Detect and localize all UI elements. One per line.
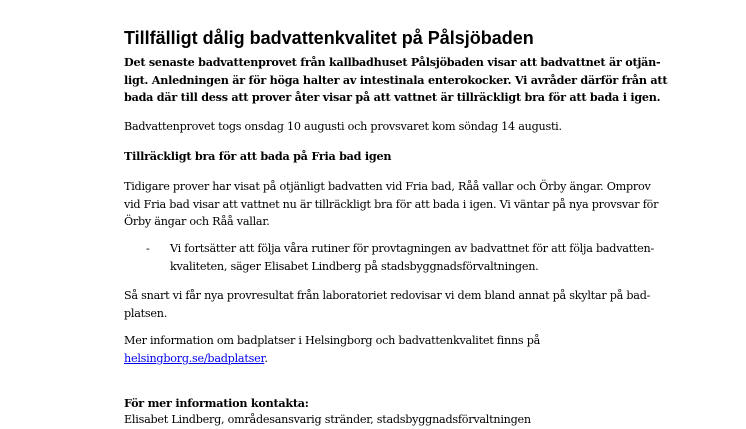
bullet-text <box>170 240 654 275</box>
subheading: Tillräckligt bra för att bada på Fria bad igen <box>124 149 392 163</box>
previous-samples-paragraph <box>124 178 658 231</box>
sample-date-paragraph: Badvattenprovet togs onsdag 10 augusti och provsvaret kom söndag 14 augusti. <box>124 120 562 133</box>
paragraph-line: Tidigare prover har visat på otjänligt badvatten vid Fria bad, Råå vallar och Örby ängar. Omprov <box>124 180 651 193</box>
contact-heading: För mer information kontakta: <box>124 396 309 410</box>
article-title: Tillfälligt dålig badvattenkvalitet på Pålsjöbaden <box>124 28 534 48</box>
link-line <box>124 350 540 368</box>
bullet-line: Vi fortsätter att följa våra rutiner för provtagningen av badvattnet för att följa badvatten- <box>170 242 655 255</box>
paragraph-line: platsen. <box>124 306 168 320</box>
lead-line: ligt. Anledningen är för höga halter av intestinala enterokocker. Vi avråder därför från att <box>124 72 668 87</box>
lead-paragraph <box>124 54 667 107</box>
contact-line: Elisabet Lindberg, områdesansvarig stränder, stadsbyggnadsförvaltningen <box>124 413 531 426</box>
link-trailing-period: . <box>264 351 268 365</box>
more-info-paragraph <box>124 332 540 367</box>
lead-line: bada där till dess att prover åter visar på att vattnet är tillräckligt bra för att bada i igen. <box>124 90 661 104</box>
paragraph-line: Mer information om badplatser i Helsingborg och badvattenkvalitet finns på <box>124 334 541 347</box>
paragraph-line: vid Fria bad visar att vattnet nu är tillräckligt bra för att bada i igen. Vi väntar på nya provsvar för <box>124 197 659 211</box>
badplatser-link[interactable]: helsingborg.se/badplatser <box>124 351 265 365</box>
lead-line: Det senaste badvattenprovet från kallbadhuset Pålsjöbaden visar att badvattnet är otjän- <box>124 55 661 69</box>
new-results-paragraph <box>124 287 650 322</box>
paragraph-line: Örby ängar och Råå vallar. <box>124 215 270 228</box>
paragraph-line: Så snart vi får nya provresultat från laboratoriet redovisar vi dem bland annat på skyltar på bad- <box>124 289 651 302</box>
bullet-line: kvaliteten, säger Elisabet Lindberg på stadsbyggnadsförvaltningen. <box>170 259 539 273</box>
bullet-marker: - <box>146 242 150 255</box>
